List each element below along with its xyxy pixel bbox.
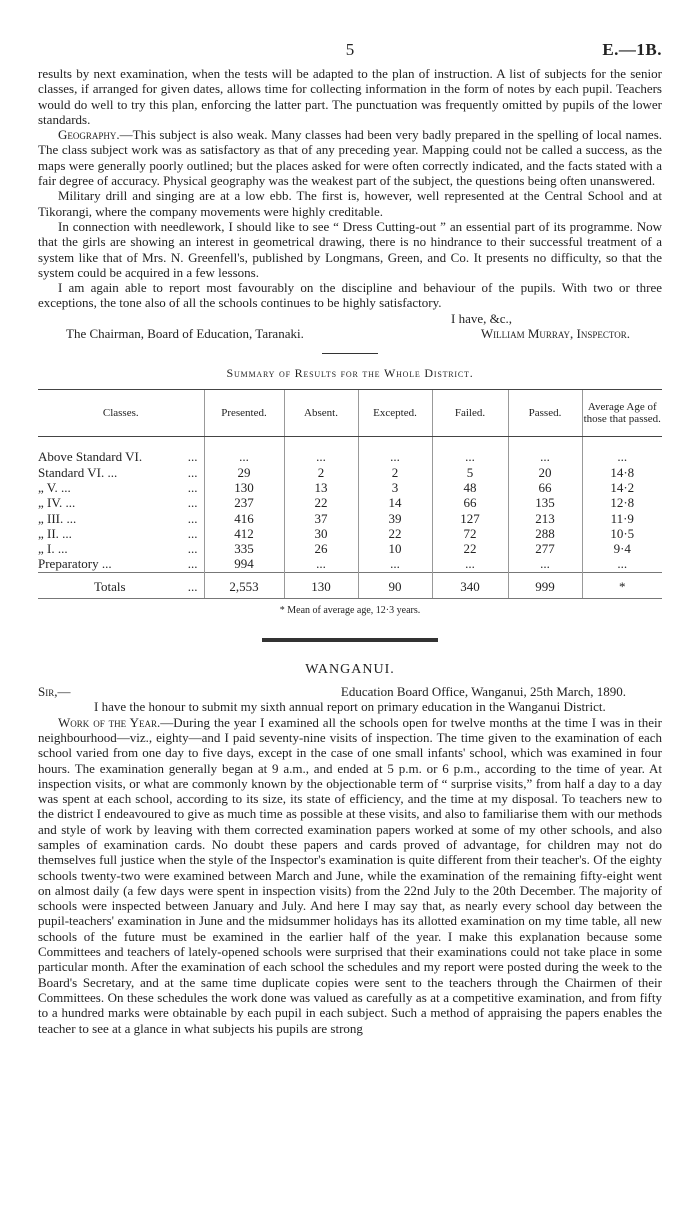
paragraph-work-of-year bbox=[38, 715, 662, 1036]
failed-cell: 5 bbox=[432, 465, 508, 480]
paragraph-intro: I have the honour to submit my sixth annual report on primary education in the Wanganui District. bbox=[94, 699, 606, 715]
leader-dots: ... bbox=[187, 449, 198, 465]
salutation-line bbox=[38, 684, 662, 699]
table-row bbox=[38, 465, 662, 480]
age-cell: 10·5 bbox=[582, 526, 662, 541]
passed-cell: 66 bbox=[508, 480, 582, 495]
signature: William Murray, Inspector. bbox=[480, 326, 630, 342]
age-cell: 9·4 bbox=[582, 541, 662, 556]
table-header-row bbox=[38, 390, 662, 437]
absent-cell: 26 bbox=[284, 541, 358, 556]
page-reference: E.—1B. bbox=[602, 40, 662, 59]
col-header-presented: Presented. bbox=[204, 390, 284, 437]
table-row bbox=[38, 511, 662, 526]
leader-dots: ... bbox=[187, 525, 198, 541]
failed-cell: ... bbox=[432, 449, 508, 464]
class-label: „ V. ... bbox=[38, 479, 71, 495]
passed-cell: 288 bbox=[508, 526, 582, 541]
table-row bbox=[38, 526, 662, 541]
absent-cell: 13 bbox=[284, 480, 358, 495]
class-cell bbox=[38, 449, 204, 464]
age-cell: ... bbox=[582, 449, 662, 464]
presented-cell: 416 bbox=[204, 511, 284, 526]
leader-dots: ... bbox=[187, 495, 198, 511]
col-header-failed: Failed. bbox=[432, 390, 508, 437]
class-label: „ IV. ... bbox=[38, 495, 76, 511]
leader-dots: ... bbox=[187, 541, 198, 557]
class-label: Above Standard VI. bbox=[38, 449, 143, 465]
class-cell bbox=[38, 495, 204, 510]
failed-cell: 48 bbox=[432, 480, 508, 495]
excepted-cell: 3 bbox=[358, 480, 432, 495]
col-header-absent: Absent. bbox=[284, 390, 358, 437]
class-cell bbox=[38, 572, 204, 598]
table-row bbox=[38, 495, 662, 510]
excepted-cell: 14 bbox=[358, 495, 432, 510]
page-header bbox=[38, 36, 662, 66]
section-divider-heavy bbox=[262, 638, 438, 642]
col-header-passed: Passed. bbox=[508, 390, 582, 437]
failed-cell: 127 bbox=[432, 511, 508, 526]
presented-cell: 412 bbox=[204, 526, 284, 541]
age-cell: 14·2 bbox=[582, 480, 662, 495]
age-cell: 12·8 bbox=[582, 495, 662, 510]
presented-total: 2,553 bbox=[204, 572, 284, 598]
salutation: Sir,— bbox=[38, 684, 71, 700]
age-cell: ... bbox=[582, 556, 662, 572]
presented-cell: 29 bbox=[204, 465, 284, 480]
leader-dots: ... bbox=[187, 510, 198, 526]
passed-cell: 213 bbox=[508, 511, 582, 526]
presented-cell: ... bbox=[204, 449, 284, 464]
table-footnote: * Mean of average age, 12·3 years. bbox=[279, 605, 421, 617]
closing-line: I have, &c., bbox=[450, 310, 512, 326]
totals-label: Totals bbox=[94, 578, 126, 594]
col-header-classes: Classes. bbox=[38, 390, 204, 437]
col-header-excepted: Excepted. bbox=[358, 390, 432, 437]
excepted-cell: 22 bbox=[358, 526, 432, 541]
totals-row bbox=[38, 572, 662, 598]
absent-cell: 22 bbox=[284, 495, 358, 510]
failed-cell: 22 bbox=[432, 541, 508, 556]
work-text: —During the year I examined all the schools open for twelve months at the time I was in their neighbourhood—viz., eighty—and I paid seventy-nine visits of inspection. The time given to the examination of each school varied from one day to five days, except in the case of one small infants' school, which was examined in four hours. The examination generally began at 9 a.m., and ended at 5 p.m. or 6 p.m., according to the time of year. At inspection visits, or what are commonly known by the objectionable term of “ surprise visits,” from half a day to a day was spent at each school, according to its size, its state of efficiency, and the time at my disposal. To teachers new to the district I endeavoured to give as much time as possible at these visits, and also to familiarise them with our methods and style of work by leaving with them corrected examination papers worked at some of my other schools, and also samples of examination cards. No doubt these papers and cards proved of advantage, for children may not do themselves full justice when the style of the Inspector's examination is quite different from their teacher's. Of the eighty schools twenty-two were examined between March and June, while the examination of the remaining fifty-eight went on almost daily (a few days were spent in inspection visits) from the 22nd July to the 20th December. The majority of schools were inspected between January and July. And here I may say that, as nearly every school day between the pupil-teachers' examination in June and the midsummer holidays has its allotted examination on my time table, all new schools of the future must be examined in the earlier half of the year. I make this explanation because some Committees and teachers of lately-opened schools were surprised that their examinations could not take place in some particular month. After the examination of each school the schedules and my report were posted during the week to the Board's Secretary, and at the same time duplicate copies were sent to the teachers through the Chairmen of their Committees. On these schedules the work done was valued as carefully as at a competitive examination, and from fifty to a hundred marks were obtainable by each pupil in each subject. Such a method of appraising the papers enables the teacher to see at a glance in what subjects his pupils are strong bbox=[38, 714, 662, 1036]
document-page bbox=[38, 36, 662, 1036]
absent-cell: ... bbox=[284, 556, 358, 572]
excepted-cell: ... bbox=[358, 449, 432, 464]
class-label: „ II. ... bbox=[38, 525, 72, 541]
class-cell bbox=[38, 541, 204, 556]
class-cell bbox=[38, 556, 204, 572]
excepted-total: 90 bbox=[358, 572, 432, 598]
absent-cell: 2 bbox=[284, 465, 358, 480]
class-label: „ III. ... bbox=[38, 510, 77, 526]
absent-cell: ... bbox=[284, 449, 358, 464]
presented-cell: 335 bbox=[204, 541, 284, 556]
paragraph-needlework: In connection with needlework, I should like to see “ Dress Cutting-out ” an essential part of its programme. Now that the girls are showing an interest in geometrical drawing, there is no hindrance to their successful treatment of a system like that of Mrs. N. Greenfell's, published by Longmans, Green, and Co. It presents no difficulty, so that the system could be acquired in a few lessons. bbox=[38, 218, 662, 280]
work-heading: Work of the Year. bbox=[58, 714, 161, 730]
paragraph-military-drill: Military drill and singing are at a low ebb. The first is, however, well represented at the Central School and at Tikorangi, where the company movements were highly creditable. bbox=[38, 188, 662, 219]
presented-cell: 130 bbox=[204, 480, 284, 495]
leader-dots: ... bbox=[187, 556, 198, 572]
excepted-cell: 10 bbox=[358, 541, 432, 556]
class-cell bbox=[38, 526, 204, 541]
failed-cell: ... bbox=[432, 556, 508, 572]
passed-cell: 135 bbox=[508, 495, 582, 510]
leader-dots: ... bbox=[187, 479, 198, 495]
table-row bbox=[38, 449, 662, 464]
excepted-cell: 2 bbox=[358, 465, 432, 480]
table-row bbox=[38, 480, 662, 495]
age-total: * bbox=[582, 572, 662, 598]
table-row bbox=[38, 541, 662, 556]
table-row bbox=[38, 556, 662, 572]
leader-dots: ... bbox=[187, 578, 198, 594]
section-divider bbox=[322, 353, 378, 354]
passed-cell: ... bbox=[508, 449, 582, 464]
passed-cell: ... bbox=[508, 556, 582, 572]
class-label: Preparatory ... bbox=[38, 556, 112, 572]
paragraph-continuation: results by next examination, when the tests will be adapted to the plan of instruction. A list of subjects for the senior classes, if arranged for given dates, allows time for collecting information in the form of notes by each pupil. Teachers would do well to try this plan, enforcing the latter part. The punctuation was frequently omitted by pupils of the lower standards. bbox=[38, 66, 662, 127]
table-caption: Summary of Results for the Whole District. bbox=[226, 366, 474, 381]
class-label: Standard VI. ... bbox=[38, 464, 118, 480]
age-cell: 11·9 bbox=[582, 511, 662, 526]
class-cell bbox=[38, 480, 204, 495]
failed-cell: 66 bbox=[432, 495, 508, 510]
presented-cell: 237 bbox=[204, 495, 284, 510]
signature-line bbox=[38, 326, 662, 341]
office-address: Education Board Office, Wanganui, 25th March, 1890. bbox=[340, 684, 626, 700]
passed-total: 999 bbox=[508, 572, 582, 598]
geography-text: —This subject is also weak. Many classes had been very badly prepared in the spelling of local names. The class subject work was as satisfactory as that of any preceding year. Mapping could not be called a success, as the maps were generally poorly outlined; but the places asked for were often correctly indicated, and the facts stated with a fair degree of accuracy. Physical geography was the weakest part of the subject, the questions being often unanswered. bbox=[38, 127, 662, 189]
geography-heading: Geography. bbox=[58, 127, 120, 143]
passed-cell: 277 bbox=[508, 541, 582, 556]
class-cell bbox=[38, 465, 204, 480]
leader-dots: ... bbox=[187, 464, 198, 480]
section-title: WANGANUI. bbox=[305, 662, 395, 678]
presented-cell: 994 bbox=[204, 556, 284, 572]
class-label: „ I. ... bbox=[38, 541, 68, 557]
summary-table bbox=[38, 389, 662, 599]
paragraph-behaviour: I am again able to report most favourably on the discipline and behaviour of the pupils. With two or three exceptions, the tone also of all the schools continues to be highly satisfactory. bbox=[38, 280, 662, 311]
failed-total: 340 bbox=[432, 572, 508, 598]
age-cell: 14·8 bbox=[582, 465, 662, 480]
failed-cell: 72 bbox=[432, 526, 508, 541]
excepted-cell: ... bbox=[358, 556, 432, 572]
table-spacer bbox=[38, 437, 662, 450]
absent-cell: 30 bbox=[284, 526, 358, 541]
absent-cell: 37 bbox=[284, 511, 358, 526]
page-number: 5 bbox=[345, 40, 355, 59]
excepted-cell: 39 bbox=[358, 511, 432, 526]
paragraph-geography bbox=[38, 127, 662, 188]
absent-total: 130 bbox=[284, 572, 358, 598]
passed-cell: 20 bbox=[508, 465, 582, 480]
col-header-average-age: Average Age of those that passed. bbox=[582, 390, 662, 437]
class-cell bbox=[38, 511, 204, 526]
addressee: The Chairman, Board of Education, Taranaki. bbox=[66, 326, 304, 342]
